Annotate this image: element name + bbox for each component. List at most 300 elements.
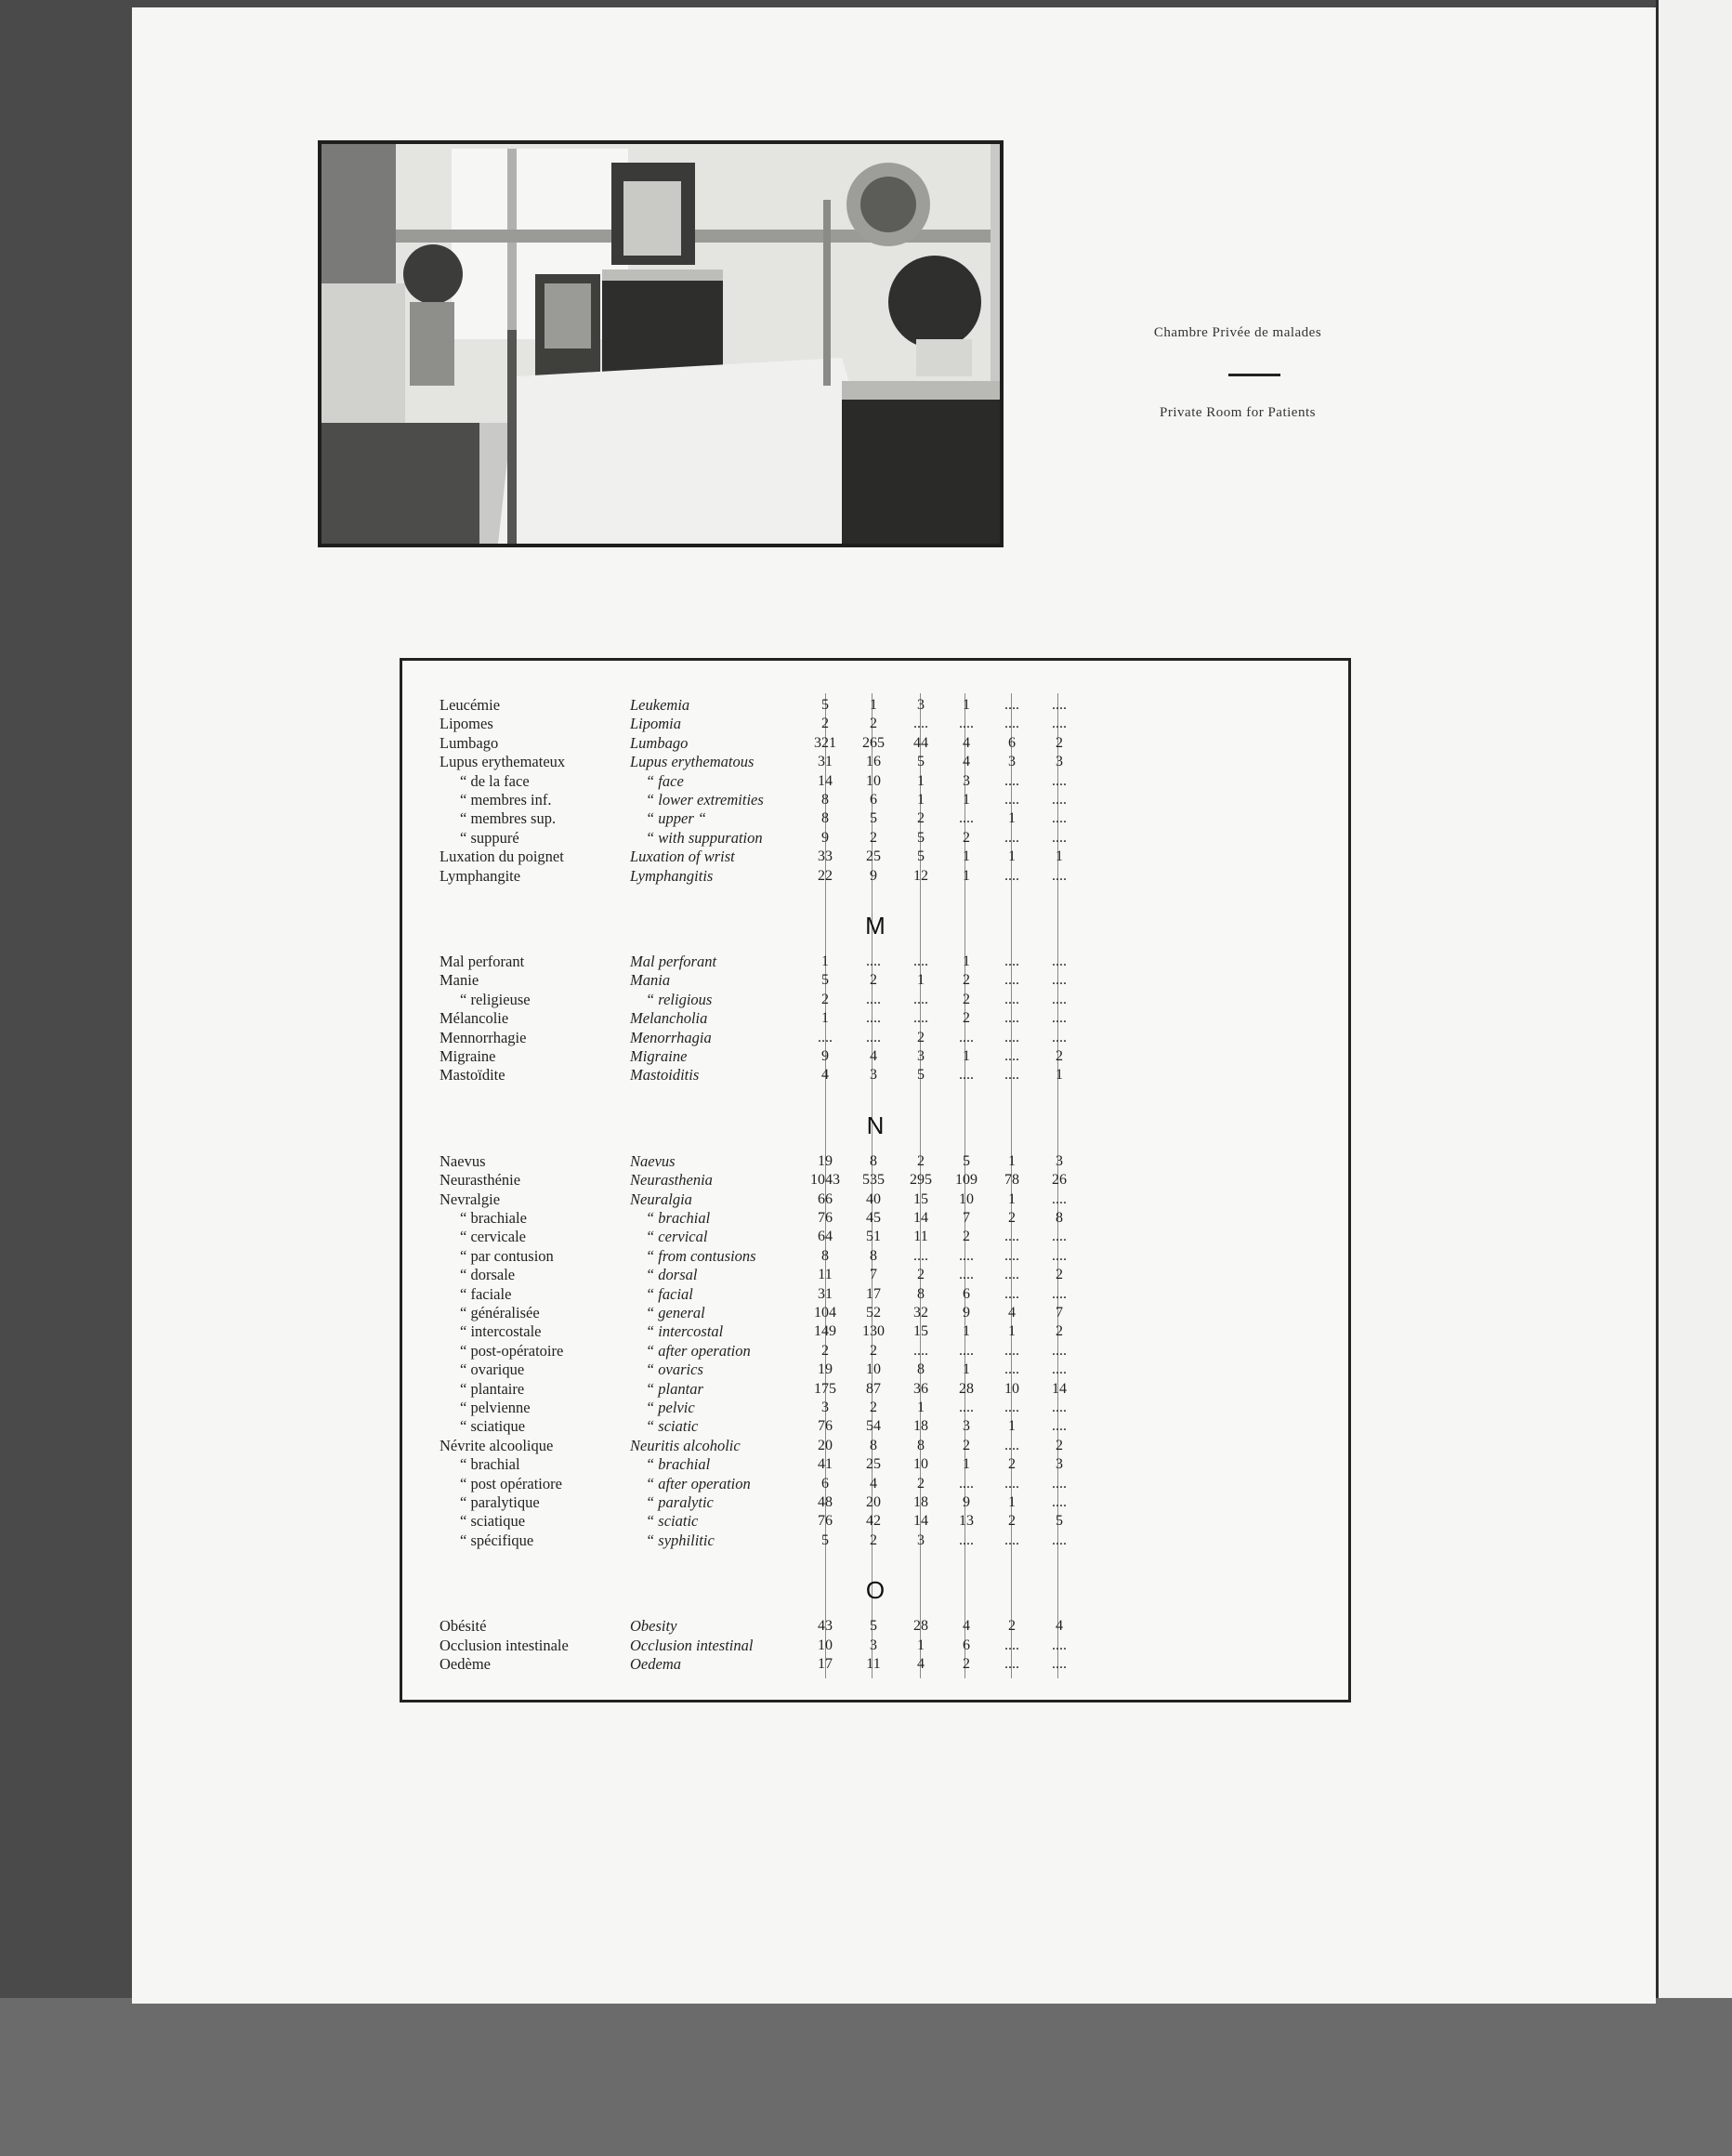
count-cell: .... [1052, 792, 1067, 808]
section-heading: O [865, 1576, 886, 1605]
count-cell: .... [1004, 867, 1019, 884]
table-row [402, 1228, 1348, 1246]
table-row [402, 1247, 1348, 1266]
count-cell: .... [1052, 953, 1067, 969]
table-row [402, 772, 1348, 791]
count-cell: 3 [1056, 1152, 1063, 1169]
count-cell: 2 [917, 1029, 925, 1045]
disease-name-english: “ plantar [646, 1379, 703, 1398]
count-cell: 11 [913, 1229, 928, 1245]
disease-name-english: “ dorsal [646, 1266, 698, 1284]
disease-name-french: “ membres inf. [460, 791, 552, 808]
disease-name-french: “ membres sup. [460, 809, 557, 828]
count-cell: 76 [818, 1418, 833, 1435]
disease-name-french: Névrite alcoolique [440, 1436, 554, 1454]
count-cell: .... [1052, 1637, 1067, 1653]
facing-page-edge [1656, 0, 1732, 1998]
count-cell: .... [1004, 716, 1019, 732]
count-cell: 25 [866, 848, 881, 865]
count-cell: .... [1004, 1532, 1019, 1548]
table-row [402, 1380, 1348, 1399]
count-cell: 3 [870, 1637, 877, 1653]
disease-name-french: “ brachial [460, 1455, 520, 1474]
count-cell: 66 [818, 1190, 833, 1207]
count-cell: .... [1004, 1637, 1019, 1653]
count-cell: .... [1052, 1475, 1067, 1492]
disease-name-english: “ sciatic [646, 1417, 699, 1436]
count-cell: .... [1004, 1247, 1019, 1264]
count-cell: .... [1004, 1067, 1019, 1084]
count-cell: 8 [870, 1437, 877, 1453]
count-cell: 4 [963, 754, 970, 770]
count-cell: 1 [963, 867, 970, 884]
count-cell: .... [1052, 867, 1067, 884]
count-cell: 8 [821, 792, 829, 808]
count-cell: 25 [866, 1456, 881, 1473]
table-row [402, 1493, 1348, 1512]
count-cell: .... [1004, 953, 1019, 969]
count-cell: 6 [870, 792, 877, 808]
count-cell: 2 [917, 1475, 925, 1492]
disease-name-french: “ brachiale [460, 1209, 527, 1227]
disease-name-english: “ after operation [646, 1341, 751, 1360]
table-row [402, 1029, 1348, 1047]
count-cell: 8 [917, 1361, 925, 1378]
disease-name-french: Occlusion intestinale [440, 1636, 569, 1654]
count-cell: 2 [870, 972, 877, 989]
count-cell: 2 [870, 1400, 877, 1415]
count-cell: 2 [1056, 1267, 1063, 1283]
disease-name-french: Naevus [440, 1151, 486, 1170]
disease-name-french: “ spécifique [460, 1531, 534, 1549]
table-row [402, 829, 1348, 848]
count-cell: 2 [821, 716, 829, 732]
count-cell: 1 [1008, 1418, 1016, 1435]
count-cell: 2 [963, 1437, 970, 1453]
count-cell: .... [959, 1067, 974, 1084]
count-cell: 2 [870, 1532, 877, 1548]
count-cell: 6 [963, 1637, 970, 1653]
count-cell: 40 [866, 1190, 881, 1207]
count-cell: 6 [963, 1285, 970, 1302]
disease-name-french: “ généralisée [460, 1304, 540, 1321]
disease-name-english: Lupus erythematous [630, 753, 754, 771]
table-row [402, 1342, 1348, 1361]
table-row [402, 1637, 1348, 1655]
count-cell: .... [1004, 1229, 1019, 1245]
count-cell: 4 [870, 1475, 877, 1492]
count-cell: .... [1004, 1656, 1019, 1672]
count-cell: .... [866, 953, 881, 969]
count-cell: 1 [963, 792, 970, 808]
count-cell: 18 [913, 1418, 928, 1435]
count-cell: 15 [913, 1190, 928, 1207]
disease-name-french: Mélancolie [440, 1009, 509, 1028]
table-row [402, 971, 1348, 990]
table-row [402, 715, 1348, 733]
disease-name-french: “ de la face [460, 771, 530, 790]
count-cell: 9 [821, 1048, 829, 1064]
count-cell: 1 [963, 1323, 970, 1340]
count-cell: 265 [862, 734, 885, 751]
count-cell: 4 [963, 1618, 970, 1635]
count-cell: 2 [870, 829, 877, 846]
count-cell: 2 [1008, 1210, 1016, 1226]
count-cell: 8 [821, 1247, 829, 1264]
count-cell: 51 [866, 1229, 881, 1245]
count-cell: 1 [963, 1361, 970, 1378]
count-cell: 11 [818, 1267, 833, 1283]
disease-name-french: Mal perforant [440, 953, 525, 970]
disease-name-french: Migraine [440, 1047, 496, 1065]
count-cell: .... [1004, 1029, 1019, 1045]
count-cell: 1 [917, 972, 925, 989]
count-cell: 10 [818, 1637, 833, 1653]
count-cell: 10 [959, 1190, 974, 1207]
count-cell: 17 [866, 1285, 881, 1302]
count-cell: 32 [913, 1305, 928, 1321]
count-cell: 43 [818, 1618, 833, 1635]
disease-name-french: “ post-opératoire [460, 1341, 564, 1360]
count-cell: 22 [818, 867, 833, 884]
disease-name-english: “ intercostal [646, 1322, 724, 1341]
count-cell: 76 [818, 1513, 833, 1530]
count-cell: 3 [917, 1048, 925, 1064]
count-cell: .... [959, 1342, 974, 1359]
table-row [402, 1304, 1348, 1322]
count-cell: 3 [821, 1400, 829, 1415]
count-cell: .... [959, 1475, 974, 1492]
disease-name-french: Luxation du poignet [440, 848, 564, 866]
count-cell: 1 [917, 1637, 925, 1653]
count-cell: .... [959, 1267, 974, 1283]
count-cell: .... [1052, 1229, 1067, 1245]
table-row [402, 1655, 1348, 1674]
count-cell: 64 [818, 1229, 833, 1245]
table-row [402, 1009, 1348, 1028]
count-cell: 5 [821, 697, 829, 713]
count-cell: .... [1052, 1418, 1067, 1435]
count-cell: .... [959, 1400, 974, 1415]
count-cell: 31 [818, 754, 833, 770]
count-cell: 9 [963, 1305, 970, 1321]
count-cell: 15 [913, 1323, 928, 1340]
count-cell: .... [1052, 697, 1067, 713]
count-cell: 149 [814, 1323, 836, 1340]
count-cell: 5 [917, 1067, 925, 1084]
disease-name-english: Leukemia [630, 696, 690, 714]
table-row [402, 1455, 1348, 1474]
disease-name-french: “ post opératiore [460, 1474, 562, 1492]
count-cell: 1 [1008, 1152, 1016, 1169]
disease-name-french: “ suppuré [460, 828, 519, 847]
count-cell: 1 [917, 772, 925, 789]
count-cell: .... [1052, 829, 1067, 846]
count-cell: .... [959, 810, 974, 827]
count-cell: 1043 [810, 1172, 840, 1189]
disease-name-english: Luxation of wrist [630, 848, 735, 866]
count-cell: .... [913, 953, 928, 969]
count-cell: 28 [913, 1618, 928, 1635]
count-cell: .... [1004, 1010, 1019, 1027]
count-cell: .... [1004, 1475, 1019, 1492]
disease-name-french: Mennorrhagie [440, 1028, 527, 1046]
count-cell: .... [1052, 1342, 1067, 1359]
table-row [402, 1171, 1348, 1190]
count-cell: .... [959, 716, 974, 732]
count-cell: 1 [917, 792, 925, 808]
table-body [402, 661, 1348, 1700]
table-row [402, 1152, 1348, 1171]
count-cell: 16 [866, 754, 881, 770]
count-cell: 175 [814, 1380, 836, 1397]
count-cell: 17 [818, 1656, 833, 1672]
disease-name-english: Lumbago [630, 733, 689, 752]
count-cell: .... [1052, 1247, 1067, 1264]
disease-name-french: “ paralytique [460, 1493, 540, 1511]
table-row [402, 791, 1348, 809]
count-cell: 1 [1056, 1067, 1063, 1084]
count-cell: 19 [818, 1152, 833, 1169]
count-cell: 14 [818, 772, 833, 789]
disease-name-french: “ pelvienne [460, 1399, 531, 1416]
count-cell: 2 [821, 991, 829, 1007]
count-cell: .... [1004, 1342, 1019, 1359]
count-cell: 1 [1056, 848, 1063, 865]
caption-english: Private Room for Patients [1160, 405, 1316, 420]
disease-name-french: “ par contusion [460, 1246, 554, 1265]
count-cell: 48 [818, 1494, 833, 1510]
count-cell: .... [959, 1029, 974, 1045]
count-cell: 1 [1008, 1494, 1016, 1510]
count-cell: 6 [821, 1475, 829, 1492]
scanner-background [0, 1998, 1732, 2156]
disease-name-french: “ dorsale [460, 1266, 516, 1284]
count-cell: 7 [870, 1267, 877, 1283]
count-cell: 2 [963, 991, 970, 1007]
count-cell: 10 [1004, 1380, 1019, 1397]
count-cell: .... [1052, 1190, 1067, 1207]
table-row [402, 1209, 1348, 1228]
disease-name-english: “ paralytic [646, 1493, 714, 1511]
disease-name-english: “ cervical [646, 1228, 708, 1246]
count-cell: 5 [917, 754, 925, 770]
disease-name-english: Obesity [630, 1617, 677, 1636]
disease-name-english: “ brachial [646, 1455, 711, 1474]
table-row [402, 753, 1348, 771]
count-cell: .... [913, 1342, 928, 1359]
document-page [132, 7, 1656, 2004]
count-cell: 2 [1056, 1323, 1063, 1340]
count-cell: 36 [913, 1380, 928, 1397]
count-cell: 2 [917, 1267, 925, 1283]
disease-name-english: “ sciatic [646, 1512, 699, 1531]
table-row [402, 1066, 1348, 1085]
count-cell: .... [913, 716, 928, 732]
count-cell: 11 [866, 1656, 881, 1672]
count-cell: 42 [866, 1513, 881, 1530]
count-cell: 1 [1008, 1190, 1016, 1207]
count-cell: 5 [870, 810, 877, 827]
count-cell: 8 [917, 1437, 925, 1453]
count-cell: .... [1052, 1010, 1067, 1027]
count-cell: .... [1004, 1437, 1019, 1453]
count-cell: 5 [1056, 1513, 1063, 1530]
count-cell: 2 [963, 972, 970, 989]
count-cell: 4 [870, 1048, 877, 1064]
disease-name-french: Leucémie [440, 696, 501, 714]
table-row [402, 953, 1348, 971]
count-cell: .... [1004, 991, 1019, 1007]
count-cell: 9 [821, 829, 829, 846]
count-cell: 2 [870, 716, 877, 732]
disease-name-french: Lipomes [440, 715, 493, 733]
count-cell: .... [1052, 991, 1067, 1007]
disease-name-english: Naevus [630, 1151, 676, 1170]
table-row [402, 696, 1348, 715]
count-cell: .... [1052, 1285, 1067, 1302]
count-cell: .... [1004, 1048, 1019, 1064]
count-cell: 1 [963, 848, 970, 865]
count-cell: 78 [1004, 1172, 1019, 1189]
count-cell: .... [866, 1010, 881, 1027]
caption-divider [1228, 374, 1280, 376]
count-cell: 9 [963, 1494, 970, 1510]
count-cell: 14 [1052, 1380, 1067, 1397]
count-cell: .... [1052, 1494, 1067, 1510]
count-cell: 4 [1056, 1618, 1063, 1635]
disease-name-english: Neurasthenia [630, 1171, 713, 1190]
count-cell: 2 [963, 1229, 970, 1245]
count-cell: 41 [818, 1456, 833, 1473]
count-cell: .... [866, 991, 881, 1007]
count-cell: 8 [1056, 1210, 1063, 1226]
count-cell: 3 [963, 1418, 970, 1435]
count-cell: 2 [870, 1342, 877, 1359]
disease-name-french: “ ovarique [460, 1361, 525, 1379]
count-cell: 1 [963, 1048, 970, 1064]
count-cell: .... [1004, 829, 1019, 846]
count-cell: 1 [1008, 1323, 1016, 1340]
disease-name-english: “ ovarics [646, 1361, 703, 1379]
count-cell: .... [1004, 1267, 1019, 1283]
count-cell: 104 [814, 1305, 836, 1321]
count-cell: 76 [818, 1210, 833, 1226]
count-cell: 2 [821, 1342, 829, 1359]
count-cell: 1 [917, 1400, 925, 1415]
count-cell: 18 [913, 1494, 928, 1510]
disease-name-english: “ with suppuration [646, 828, 763, 847]
disease-name-english: Mastoiditis [630, 1066, 700, 1085]
count-cell: 14 [913, 1210, 928, 1226]
count-cell: 3 [917, 1532, 925, 1548]
count-cell: 14 [913, 1513, 928, 1530]
count-cell: .... [1004, 1400, 1019, 1415]
count-cell: 8 [821, 810, 829, 827]
count-cell: .... [1052, 716, 1067, 732]
table-row [402, 1532, 1348, 1550]
table-row [402, 848, 1348, 866]
disease-name-french: Lumbago [440, 733, 499, 752]
count-cell: 2 [963, 1656, 970, 1672]
count-cell: 54 [866, 1418, 881, 1435]
count-cell: .... [1052, 1029, 1067, 1045]
count-cell: 1 [870, 697, 877, 713]
count-cell: 52 [866, 1305, 881, 1321]
count-cell: 130 [862, 1323, 885, 1340]
count-cell: .... [1052, 1532, 1067, 1548]
count-cell: 1 [821, 953, 829, 969]
count-cell: 87 [866, 1380, 881, 1397]
count-cell: .... [1052, 972, 1067, 989]
disease-name-english: “ upper “ [646, 809, 707, 828]
disease-name-english: Oedema [630, 1655, 681, 1673]
table-row [402, 1266, 1348, 1284]
count-cell: .... [1004, 1361, 1019, 1378]
count-cell: 321 [814, 734, 836, 751]
count-cell: 4 [917, 1656, 925, 1672]
count-cell: 5 [917, 848, 925, 865]
count-cell: 8 [917, 1285, 925, 1302]
disease-name-french: Lymphangite [440, 866, 521, 885]
disease-name-french: Lupus erythemateux [440, 753, 566, 771]
count-cell: 4 [963, 734, 970, 751]
count-cell: 6 [1008, 734, 1016, 751]
count-cell: .... [959, 1532, 974, 1548]
count-cell: 33 [818, 848, 833, 865]
count-cell: 3 [1056, 754, 1063, 770]
count-cell: 45 [866, 1210, 881, 1226]
count-cell: .... [1052, 1361, 1067, 1378]
table-row [402, 1417, 1348, 1436]
count-cell: 2 [1056, 734, 1063, 751]
count-cell: .... [1004, 1285, 1019, 1302]
disease-name-english: Melancholia [630, 1009, 708, 1028]
table-row [402, 734, 1348, 753]
disease-name-english: “ lower extremities [646, 791, 764, 808]
table-row [402, 1437, 1348, 1455]
count-cell: 5 [821, 1532, 829, 1548]
count-cell: 20 [818, 1437, 833, 1453]
disease-name-english: Neuritis alcoholic [630, 1436, 741, 1454]
disease-name-french: “ intercostale [460, 1322, 542, 1341]
count-cell: 2 [1056, 1437, 1063, 1453]
disease-name-english: Menorrhagia [630, 1028, 712, 1046]
disease-name-english: Mania [630, 971, 671, 990]
count-cell: .... [913, 1010, 928, 1027]
count-cell: 295 [910, 1172, 932, 1189]
count-cell: 1 [1008, 810, 1016, 827]
section-heading: M [865, 912, 886, 940]
table-row [402, 1190, 1348, 1209]
count-cell: 9 [870, 867, 877, 884]
disease-name-english: “ brachial [646, 1209, 711, 1227]
count-cell: 20 [866, 1494, 881, 1510]
count-cell: .... [1004, 792, 1019, 808]
count-cell: .... [866, 1029, 881, 1045]
count-cell: 535 [862, 1172, 885, 1189]
count-cell: 31 [818, 1285, 833, 1302]
disease-name-english: Neuralgia [630, 1190, 692, 1208]
table-row [402, 1361, 1348, 1379]
count-cell: .... [1004, 697, 1019, 713]
count-cell: 1 [963, 697, 970, 713]
count-cell: 1 [821, 1010, 829, 1027]
count-cell: 28 [959, 1380, 974, 1397]
section-heading: N [866, 1111, 885, 1139]
count-cell: 5 [917, 829, 925, 846]
table-row [402, 1512, 1348, 1531]
